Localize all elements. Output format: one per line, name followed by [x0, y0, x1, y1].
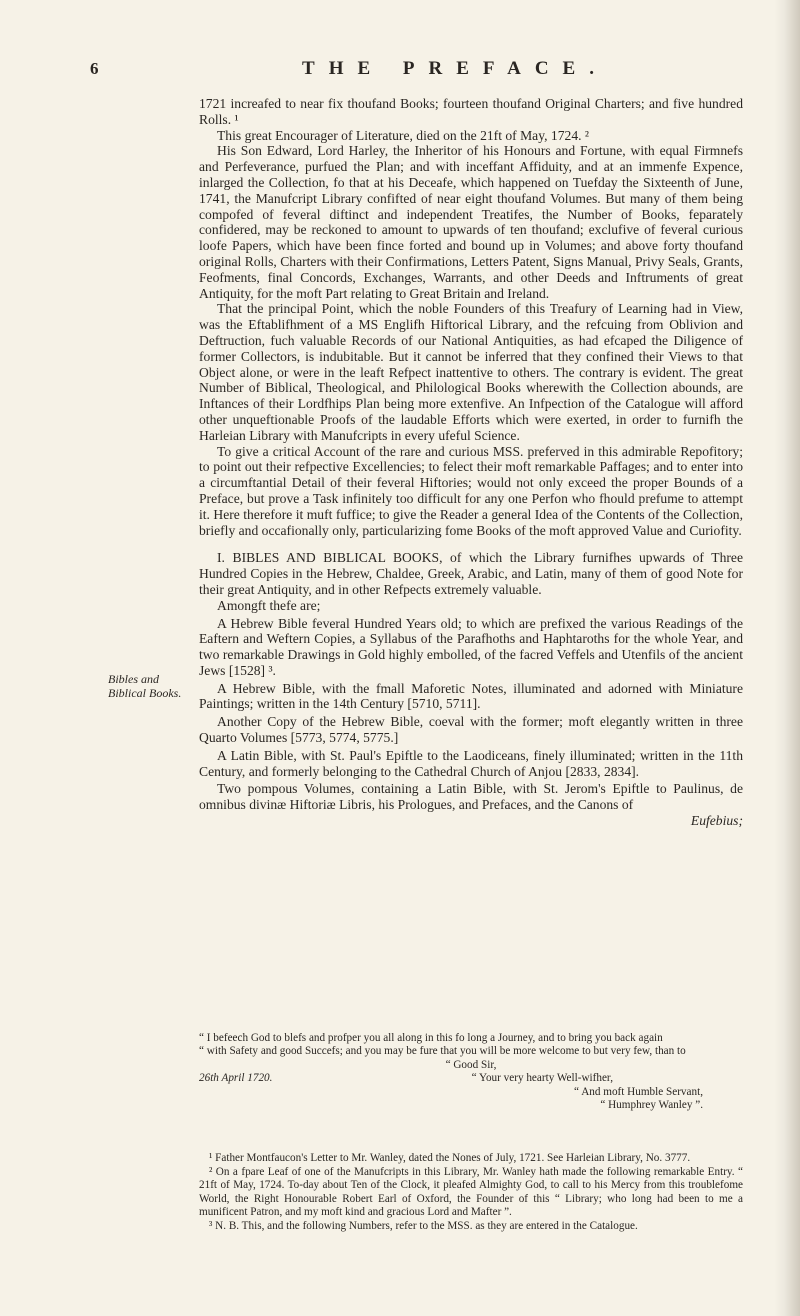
paragraph-3: His Son Edward, Lord Harley, the Inheritor of his Honours and Fortune, with equal Firmnefs and Perfeverance, purfued the Plan; and with inceffant Affiduity, and at an immenfe Expence, inlarged the Collection, fo that at his Deceafe, which happened on Tuefday the Sixteenth of June, 1741, the Manufcript Library confifted of near eight thoufand Volumes. But many of them being compofed of feveral diftinct and independent Treatifes, the Number of Books, feparately confidered, may be reckoned to amount to upwards of ten thoufand; exclufive of feveral curious loofe Papers, which have been fince forted and bound up in Volumes; and above forty thoufand original Rolls, Charters with their Confirmations, Letters Patent, Signs Manual, Privy Seals, Grants, Feofments, final Concords, Exchanges, Warrants, and other Deeds and Inftruments of great Antiquity, for the moft Part relating to Great Britain and Ireland. — [199, 143, 743, 301]
letter-quote — [199, 1032, 743, 1112]
footnote-2: ² On a fpare Leaf of one of the Manufcripts in this Library, Mr. Wanley hath made the following remarkable Entry. “ 21ft of May, 1724. To-day about Ten of the Clock, it pleafed Almighty God, to call to his Mercy from this troublefome World, the Right Honourable Robert Earl of Oxford, the Founder of this “ Library; who long had been to me a munificent Patron, and my moft kind and gracious Lord and Mafter ”. — [199, 1165, 743, 1219]
letter-date: 26th April 1720. — [199, 1072, 273, 1085]
amongst-line: Amongft thefe are; — [217, 597, 321, 613]
letter-body-1: “ I befeech God to blefs and profper you all along in this fo long a Journey, and to bring you back again — [199, 1032, 663, 1044]
catalog-item-3: Another Copy of the Hebrew Bible, coeval with the former; moft elegantly written in three Quarto Volumes [5773, 5774, 5775.] — [199, 714, 743, 746]
footnotes — [199, 1152, 743, 1234]
letter-close-1: “ Your very hearty Well-wifher, — [471, 1072, 613, 1085]
running-title: THE PREFACE. — [302, 58, 608, 79]
letter-date-row — [199, 1072, 743, 1085]
letter-close-2: “ And moft Humble Servant, — [574, 1085, 703, 1098]
section-heading-paragraph: I. BIBLES AND BIBLICAL BOOKS, of which the Library furnifhes upwards of Three Hundred Copies in the Hebrew, Chaldee, Greek, Arabic, and Latin, many of them of good Note for their great Antiquity, and in other Refpects extremely valuable. — [199, 550, 743, 597]
catchword: Eufebius; — [690, 813, 743, 829]
page-number: 6 — [90, 59, 99, 78]
margin-note-bibles: Bibles and Biblical Books. — [108, 672, 182, 700]
catalog-item-2: A Hebrew Bible, with the fmall Maforetic Notes, illuminated and adorned with Miniature Paintings; written in the 14th Century [5710, 5711]. — [199, 680, 743, 712]
page-edge-shadow — [774, 0, 800, 1316]
paragraph-2: This great Encourager of Literature, died on the 21ft of May, 1724. ² — [217, 127, 589, 143]
catalog-item-1: A Hebrew Bible feveral Hundred Years old; to which are prefixed the various Readings of the Eaftern and Weftern Copies, a Syllabus of the Parafhoths and Haphtaroths for the whole Year, and two remarkable Drawings in Gold highly embolled, of the facred Veffels and Utenfils of the ancient Jews [1528] ³. — [199, 615, 743, 678]
letter-salutation: “ Good Sir, — [445, 1058, 497, 1071]
body-text — [199, 96, 743, 829]
catalog-item-4: A Latin Bible, with St. Paul's Epiftle to the Laodiceans, finely illuminated; written in the 11th Century, and formerly belonging to the Cathedral Church of Anjou [2833, 2834]. — [199, 747, 743, 779]
letter-body-2: “ with Safety and good Succefs; and you may be fure that you will be more welcome to but very few, than to — [199, 1045, 686, 1058]
page-header — [90, 58, 740, 80]
catalog-item-5: Two pompous Volumes, containing a Latin Bible, with St. Jerom's Epiftle to Paulinus, de omnibus divinæ Hiftoriæ Libris, his Prologues, and Prefaces, and the Canons of — [199, 781, 743, 813]
paragraph-5: To give a critical Account of the rare and curious MSS. preferved in this admirable Repofitory; to point out their refpective Excellencies; to felect their moft remarkable Paffages; and to enter into a circumftantial Detail of their feveral Hiftories; would not only exceed the proper Bounds of a Preface, but prove a Task infinitely too difficult for any one Perfon who fhould prefume to attempt it. Here therefore it muft fuffice; to give the Reader a general Idea of the Contents of the Collection, briefly and occafionally only, particularizing fome Books of the moft approved Value and Curiofity. — [199, 443, 743, 538]
footnote-3: ³ N. B. This, and the following Numbers, refer to the MSS. as they are entered in the Catalogue. — [209, 1219, 638, 1232]
paragraph-4: That the principal Point, which the noble Founders of this Treafury of Learning had in View, was the Eftablifhment of a MS Englifh Hiftorical Library, and the refcuing from Oblivion and Deftruction, fuch valuable Records of our National Antiquities, as had efcaped the Diligence of former Collectors, is indubitable. But it cannot be inferred that they confined their Views to that Object alone, or were in the leaft Refpect inattentive to others. The contrary is evident. The great Number of Biblical, Theological, and Philological Books wherewith the Collection abounds, are Inftances of their Lordfhips Plan being more extenfive. An Infpection of the Catalogue will afford other unqueftionable Proofs of the laudable Efforts which were exerted, in order to furnifh the Harleian Library with Manufcripts in every ufeful Science. — [199, 301, 743, 443]
letter-signature: “ Humphrey Wanley ”. — [600, 1099, 703, 1112]
footnote-1: ¹ Father Montfaucon's Letter to Mr. Wanley, dated the Nones of July, 1721. See Harleian Library, No. 3777. — [209, 1152, 691, 1164]
paragraph-1: 1721 increafed to near fix thoufand Books; fourteen thoufand Original Charters; and five hundred Rolls. ¹ — [199, 96, 743, 127]
